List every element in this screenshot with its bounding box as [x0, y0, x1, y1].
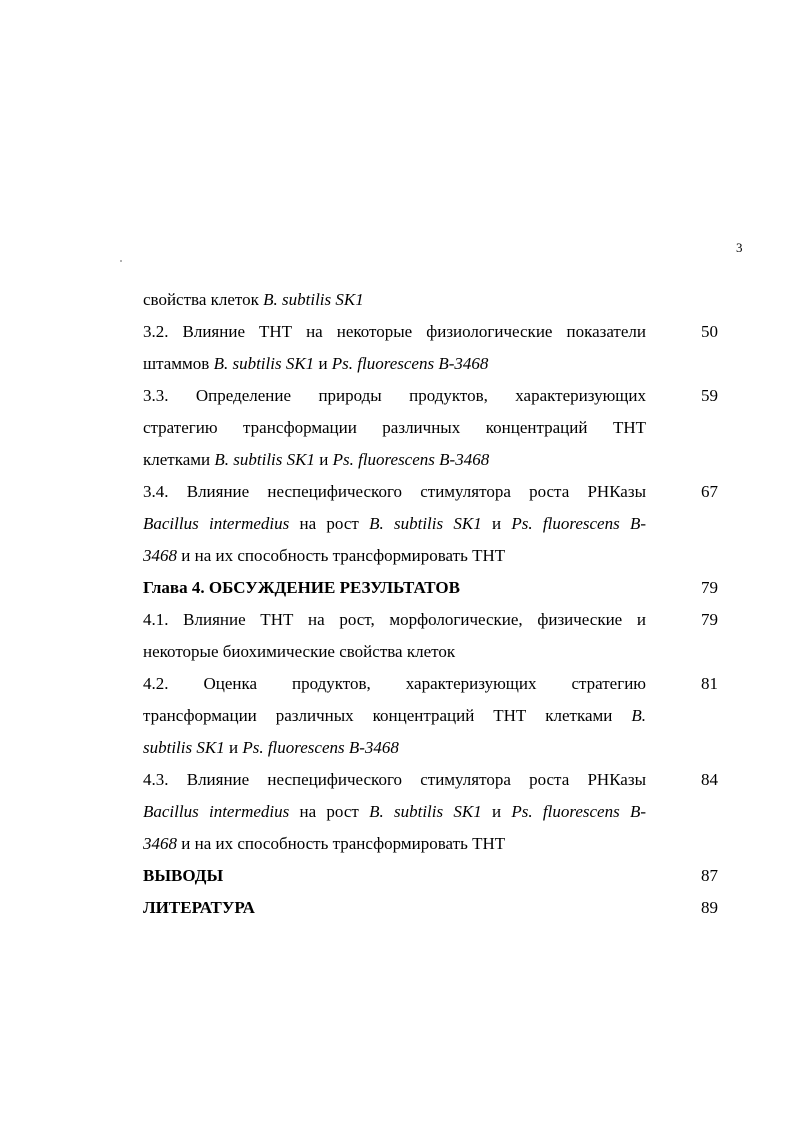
toc-chapter-heading: Глава 4. ОБСУЖДЕНИЕ РЕЗУЛЬТАТОВ — [143, 578, 460, 597]
toc-entry-3-3 — [143, 380, 718, 476]
page-number: 3 — [736, 240, 743, 255]
toc-page-number: 67 — [701, 482, 718, 501]
table-of-contents — [143, 284, 718, 924]
toc-entry-conclusions — [143, 860, 718, 892]
toc-entry-chapter-4 — [143, 572, 718, 604]
toc-entry-3-2 — [143, 316, 718, 380]
toc-line: 3468 и на их способность трансформировать ТНТ — [143, 546, 506, 565]
toc-page-number: 87 — [701, 866, 718, 885]
toc-section-heading: ВЫВОДЫ — [143, 866, 224, 885]
scan-speck — [120, 260, 122, 262]
toc-line: 3.3. Определение природы продуктов, характеризующих — [143, 386, 646, 405]
toc-page-number: 81 — [701, 674, 718, 693]
toc-line: 3.4. Влияние неспецифического стимулятора роста РНКазы — [143, 482, 646, 501]
toc-line: 3468 и на их способность трансформировать ТНТ — [143, 834, 506, 853]
toc-entry-3-4 — [143, 476, 718, 572]
toc-line: subtilis SK1 и Ps. fluorescens B-3468 — [143, 738, 399, 757]
toc-entry-continuation — [143, 284, 718, 316]
toc-line: стратегию трансформации различных концентраций ТНТ — [143, 418, 646, 437]
toc-line: Bacillus intermedius на рост B. subtilis SK1 и Ps. fluorescens B- — [143, 514, 646, 533]
toc-page-number: 79 — [701, 578, 718, 597]
toc-line: свойства клеток B. subtilis SK1 — [143, 290, 364, 309]
toc-page-number: 84 — [701, 770, 718, 789]
toc-page-number: 50 — [701, 322, 718, 341]
toc-line: клетками B. subtilis SK1 и Ps. fluorescens B-3468 — [143, 450, 490, 469]
toc-entry-4-3 — [143, 764, 718, 860]
toc-line: некоторые биохимические свойства клеток — [143, 642, 456, 661]
toc-entry-4-2 — [143, 668, 718, 764]
toc-line: трансформации различных концентраций ТНТ клетками B. — [143, 706, 646, 725]
toc-line: 4.3. Влияние неспецифического стимулятора роста РНКазы — [143, 770, 646, 789]
toc-page-number: 59 — [701, 386, 718, 405]
toc-section-heading: ЛИТЕРАТУРА — [143, 898, 255, 917]
toc-line: Bacillus intermedius на рост B. subtilis SK1 и Ps. fluorescens B- — [143, 802, 646, 821]
toc-page-number: 89 — [701, 898, 718, 917]
toc-page-number: 79 — [701, 610, 718, 629]
toc-line: 4.1. Влияние ТНТ на рост, морфологические, физические и — [143, 610, 646, 629]
toc-line: штаммов B. subtilis SK1 и Ps. fluorescens B-3468 — [143, 354, 489, 373]
toc-entry-references — [143, 892, 718, 924]
toc-line: 3.2. Влияние ТНТ на некоторые физиологические показатели — [143, 322, 646, 341]
toc-line: 4.2. Оценка продуктов, характеризующих стратегию — [143, 674, 646, 693]
toc-entry-4-1 — [143, 604, 718, 668]
